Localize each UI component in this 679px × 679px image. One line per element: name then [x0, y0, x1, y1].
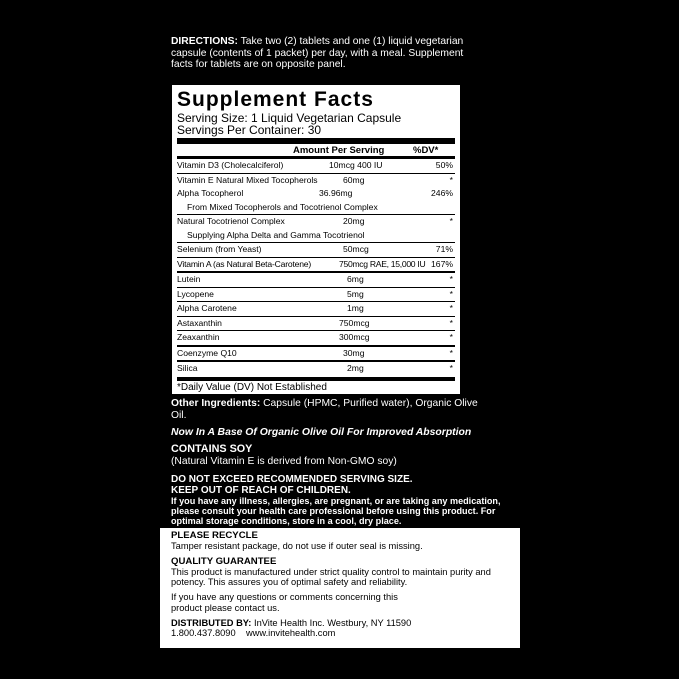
- distributed-label: DISTRIBUTED BY:: [171, 618, 252, 629]
- other-ingredients-label: Other Ingredients:: [171, 398, 261, 409]
- table-row: [177, 159, 455, 173]
- table-row: [177, 187, 455, 201]
- nutrient-dv: *: [449, 174, 453, 185]
- quality-heading: QUALITY GUARANTEE: [171, 555, 277, 567]
- nutrient-dv: *: [449, 216, 453, 226]
- nutrient-amount: 50mcg: [343, 244, 369, 254]
- table-row: [177, 302, 455, 316]
- nutrient-dv: *: [449, 288, 453, 299]
- table-row: [177, 317, 455, 331]
- directions-label: DIRECTIONS:: [171, 36, 238, 47]
- nutrient-name: Lutein: [177, 274, 201, 284]
- recycle-heading: PLEASE RECYCLE: [171, 530, 258, 541]
- table-row: [177, 347, 455, 361]
- nutrient-name: Natural Tocotrienol Complex: [177, 216, 285, 226]
- nutrient-name: Coenzyme Q10: [177, 347, 237, 358]
- nutrient-amount: 2mg: [347, 363, 364, 373]
- amount-header: Amount Per Serving: [293, 145, 385, 156]
- allergen-statement: [171, 444, 397, 467]
- nutrient-dv: 71%: [435, 244, 453, 254]
- nutrient-dv: 246%: [431, 188, 453, 198]
- dv-header: %DV*: [413, 145, 439, 156]
- nutrient-name: Vitamin E Natural Mixed Tocopherols: [177, 174, 318, 185]
- nutrient-amount: 60mg: [343, 174, 365, 185]
- nutrient-amount: 750mcg RAE, 15,000 IU: [339, 258, 426, 269]
- table-row: [177, 229, 455, 243]
- distributed-text: InVite Health Inc. Westbury, NY 11590: [251, 618, 412, 629]
- phone-number: 1.800.437.8090: [171, 628, 236, 639]
- nutrient-name: Lycopene: [177, 288, 214, 299]
- other-ingredients: [171, 398, 491, 421]
- facts-title: Supplement Facts: [177, 88, 374, 111]
- warning-text: If you have any illness, allergies, are pregnant, or are taking any medication, please consult your health care professional before using this product. For optimal storage conditions, store in a cool, dry place.: [171, 496, 501, 526]
- nutrient-dv: *: [449, 332, 453, 342]
- nutrient-dv: 167%: [431, 258, 453, 269]
- nutrient-dv: 50%: [435, 160, 453, 170]
- nutrient-name: Astaxanthin: [177, 317, 222, 328]
- distributor: [171, 618, 520, 628]
- table-row: [177, 243, 455, 257]
- nutrient-amount: 30mg: [343, 347, 365, 358]
- table-row: [177, 258, 455, 272]
- footnote: *Daily Value (DV) Not Established: [177, 381, 327, 393]
- recycle-text: Tamper resistant package, do not use if outer seal is missing.: [171, 541, 423, 552]
- nutrient-dv: *: [449, 347, 453, 358]
- nutrient-name: Alpha Tocopherol: [177, 188, 244, 198]
- nutrient-amount: 6mg: [347, 274, 364, 284]
- table-row: [177, 288, 455, 302]
- nutrient-amount: 5mg: [347, 288, 364, 299]
- contact-text: If you have any questions or comments concerning this product please contact us.: [171, 592, 398, 613]
- other-ingredients-text: Capsule (HPMC, Purified water), Organic Olive Oil.: [171, 398, 478, 421]
- nutrient-amount: 10mcg 400 IU: [329, 160, 383, 170]
- table-row: [177, 362, 455, 376]
- serving-size: Serving Size: 1 Liquid Vegetarian Capsule: [177, 111, 402, 125]
- nutrient-dv: *: [449, 274, 453, 284]
- nutrient-amount: 750mcg: [339, 317, 370, 328]
- table-row: [177, 201, 455, 215]
- soy-source-text: (Natural Vitamin E is derived from Non-GMO soy): [171, 455, 397, 467]
- info-panel: [160, 528, 520, 648]
- supplement-facts-panel: [172, 85, 460, 394]
- website: www.invitehealth.com: [245, 628, 336, 639]
- nutrient-name: Zeaxanthin: [177, 332, 220, 342]
- nutrient-amount: 20mg: [343, 216, 365, 226]
- nutrient-name: Supplying Alpha Delta and Gamma Tocotrienol: [187, 229, 365, 240]
- nutrient-amount: 1mg: [347, 303, 364, 313]
- nutrient-amount: 36.96mg: [319, 188, 353, 198]
- nutrient-dv: *: [449, 363, 453, 373]
- contact-line: [171, 628, 520, 638]
- warning-line-2: KEEP OUT OF REACH OF CHILDREN.: [171, 485, 351, 496]
- nutrient-name: Alpha Carotene: [177, 303, 237, 313]
- absorption-claim: Now In A Base Of Organic Olive Oil For Improved Absorption: [171, 427, 472, 438]
- servings-per-container: Servings Per Container: 30: [177, 123, 322, 137]
- directions-body: Take two (2) tablets and one (1) liquid vegetarian capsule (contents of 1 packet) per day, with a meal. Supplement facts for tablets are on opposite panel.: [171, 36, 464, 71]
- nutrient-dv: *: [449, 303, 453, 313]
- table-row: [177, 273, 455, 287]
- nutrient-name: Selenium (from Yeast): [177, 244, 262, 254]
- nutrient-name: Vitamin A (as Natural Beta-Carotene): [177, 258, 312, 269]
- warning-block: [171, 474, 516, 526]
- table-row: [177, 331, 455, 345]
- nutrient-name: From Mixed Tocopherols and Tocotrienol Complex: [187, 201, 378, 212]
- warning-line-1: DO NOT EXCEED RECOMMENDED SERVING SIZE.: [171, 474, 413, 485]
- quality-text: This product is manufactured under strict quality control to maintain purity and potency. This assures you of optimal safety and reliability.: [171, 566, 491, 588]
- table-row: [177, 174, 455, 188]
- nutrient-name: Vitamin D3 (Cholecalciferol): [177, 160, 284, 170]
- nutrient-dv: *: [449, 317, 453, 328]
- directions-text: [171, 36, 471, 71]
- column-header: [177, 144, 455, 156]
- nutrient-amount: 300mcg: [339, 332, 370, 342]
- contains-soy-heading: CONTAINS SOY: [171, 443, 253, 455]
- table-row: [177, 215, 455, 229]
- nutrient-name: Silica: [177, 363, 198, 373]
